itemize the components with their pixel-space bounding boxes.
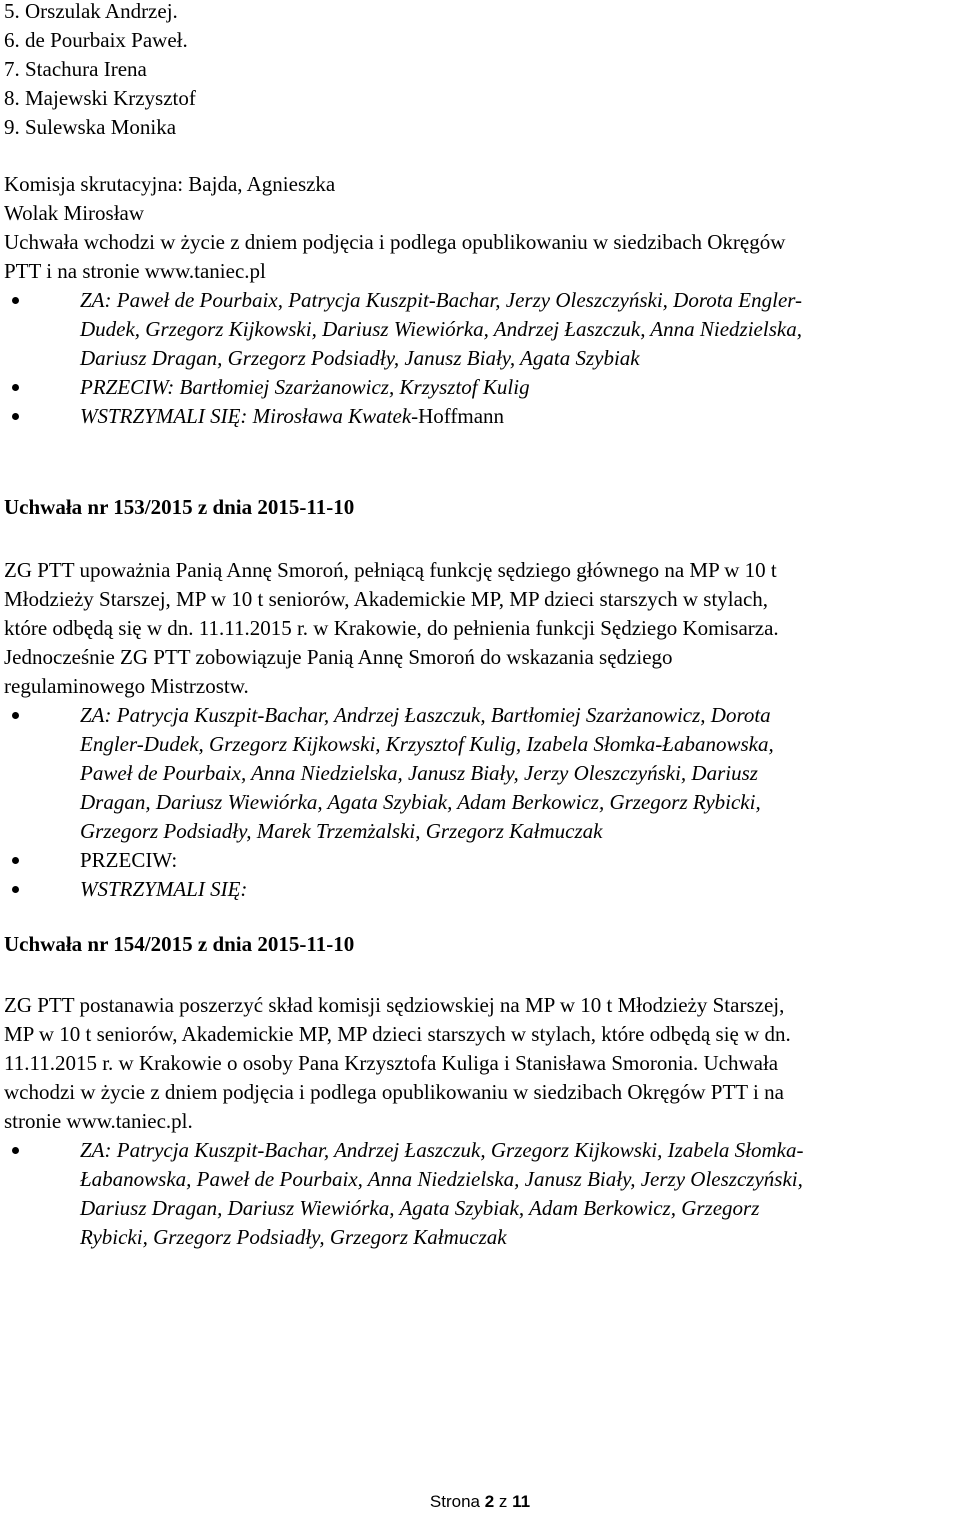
vote-list-3 — [4, 1136, 956, 1252]
bullet-icon — [12, 384, 19, 391]
list-item: 8. Majewski Krzysztof — [4, 86, 196, 110]
vote-line: Dariusz Dragan, Grzegorz Podsiadły, Janusz Biały, Agata Szybiak — [80, 346, 640, 370]
vote-abstain — [4, 875, 956, 904]
bullet-icon — [12, 297, 19, 304]
paragraph-line: Komisja skrutacyjna: Bajda, Agnieszka — [4, 172, 336, 196]
vote-line: Łabanowska, Paweł de Pourbaix, Anna Niedzielska, Janusz Biały, Jerzy Oleszczyński, — [80, 1167, 803, 1191]
vote-line: ZA: Paweł de Pourbaix, Patrycja Kuszpit-Bachar, Jerzy Oleszczyński, Dorota Engler- — [80, 288, 803, 312]
list-item: 7. Stachura Irena — [4, 57, 147, 81]
paragraph-line: Jednocześnie ZG PTT zobowiązuje Panią Annę Smoroń do wskazania sędziego — [4, 645, 673, 669]
vote-line: ZA: Patrycja Kuszpit-Bachar, Andrzej Łaszczuk, Bartłomiej Szarżanowicz, Dorota — [80, 703, 771, 727]
paragraph-line: MP w 10 t seniorów, Akademickie MP, MP dzieci starszych w stylach, które odbędą się w dn. — [4, 1022, 791, 1046]
vote-for — [4, 701, 956, 846]
paragraph-line: Młodzieży Starszej, MP w 10 t seniorów, Akademickie MP, MP dzieci starszych w stylach, — [4, 587, 769, 611]
bullet-icon — [12, 413, 19, 420]
paragraph-line: Wolak Mirosław — [4, 201, 145, 225]
vote-line: ZA: Patrycja Kuszpit-Bachar, Andrzej Łaszczuk, Grzegorz Kijkowski, Izabela Słomka- — [80, 1138, 804, 1162]
bullet-icon — [12, 1147, 19, 1154]
list-item: 5. Orszulak Andrzej. — [4, 0, 178, 23]
vote-line: Dudek, Grzegorz Kijkowski, Dariusz Wiewiórka, Andrzej Łaszczuk, Anna Niedzielska, — [80, 317, 802, 341]
resolution-153-title: Uchwała nr 153/2015 z dnia 2015-11-10 — [4, 495, 355, 519]
bullet-icon — [12, 712, 19, 719]
paragraph-line: stronie www.taniec.pl. — [4, 1109, 193, 1133]
paragraph-line: ZG PTT upoważnia Panią Annę Smoroń, pełniącą funkcję sędziego głównego na MP w 10 t — [4, 558, 777, 582]
footer-page-total: 11 — [512, 1492, 531, 1511]
page-footer — [0, 1492, 960, 1512]
vote-line: WSTRZYMALI SIĘ: — [80, 877, 248, 901]
vote-against — [4, 373, 956, 402]
vote-line: PRZECIW: Bartłomiej Szarżanowicz, Krzysztof Kulig — [80, 375, 530, 399]
vote-line: Paweł de Pourbaix, Anna Niedzielska, Janusz Biały, Jerzy Oleszczyński, Dariusz — [80, 761, 758, 785]
footer-separator: z — [494, 1492, 513, 1511]
komisja-paragraph — [4, 170, 956, 286]
paragraph-line: Uchwała wchodzi w życie z dniem podjęcia i podlega opublikowaniu w siedzibach Okręgów — [4, 230, 786, 254]
vote-for — [4, 1136, 956, 1252]
paragraph-line: ZG PTT postanawia poszerzyć skład komisji sędziowskiej na MP w 10 t Młodzieży Starszej, — [4, 993, 785, 1017]
bullet-icon — [12, 886, 19, 893]
paragraph-line: wchodzi w życie z dniem podjęcia i podlega opublikowaniu w siedzibach Okręgów PTT i na — [4, 1080, 784, 1104]
vote-text-italic: WSTRZYMALI SIĘ: Mirosława Kwatek — [80, 404, 412, 428]
vote-list-1 — [4, 286, 956, 431]
document-page — [4, 0, 956, 1252]
vote-list-2 — [4, 701, 956, 904]
footer-prefix: Strona — [429, 1492, 485, 1511]
vote-line: PRZECIW: — [80, 848, 178, 872]
resolution-154-title: Uchwała nr 154/2015 z dnia 2015-11-10 — [4, 932, 355, 956]
vote-text-regular: -Hoffmann — [411, 404, 505, 428]
list-item: 9. Sulewska Monika — [4, 115, 177, 139]
vote-line: Engler-Dudek, Grzegorz Kijkowski, Krzysztof Kulig, Izabela Słomka-Łabanowska, — [80, 732, 774, 756]
resolution-154-text — [4, 991, 956, 1136]
resolution-153-text — [4, 556, 956, 701]
vote-line: Dragan, Dariusz Wiewiórka, Agata Szybiak, Adam Berkowicz, Grzegorz Rybicki, — [80, 790, 761, 814]
vote-line: Dariusz Dragan, Dariusz Wiewiórka, Agata Szybiak, Adam Berkowicz, Grzegorz — [80, 1196, 760, 1220]
paragraph-line: które odbędą się w dn. 11.11.2015 r. w Krakowie, do pełnienia funkcji Sędziego Komisarza. — [4, 616, 779, 640]
bullet-icon — [12, 857, 19, 864]
vote-for — [4, 286, 956, 373]
list-item: 6. de Pourbaix Paweł. — [4, 28, 188, 52]
vote-line: Rybicki, Grzegorz Podsiadły, Grzegorz Kałmuczak — [80, 1225, 507, 1249]
vote-against — [4, 846, 956, 875]
vote-line — [80, 402, 956, 431]
paragraph-line: PTT i na stronie www.taniec.pl — [4, 259, 266, 283]
paragraph-line: 11.11.2015 r. w Krakowie o osoby Pana Krzysztofa Kuliga i Stanisława Smoronia. Uchwała — [4, 1051, 779, 1075]
vote-line: Grzegorz Podsiadły, Marek Trzemżalski, Grzegorz Kałmuczak — [80, 819, 603, 843]
paragraph-line: regulaminowego Mistrzostw. — [4, 674, 249, 698]
vote-abstain — [4, 402, 956, 431]
member-list — [4, 0, 956, 142]
footer-page-number: 2 — [484, 1492, 495, 1511]
